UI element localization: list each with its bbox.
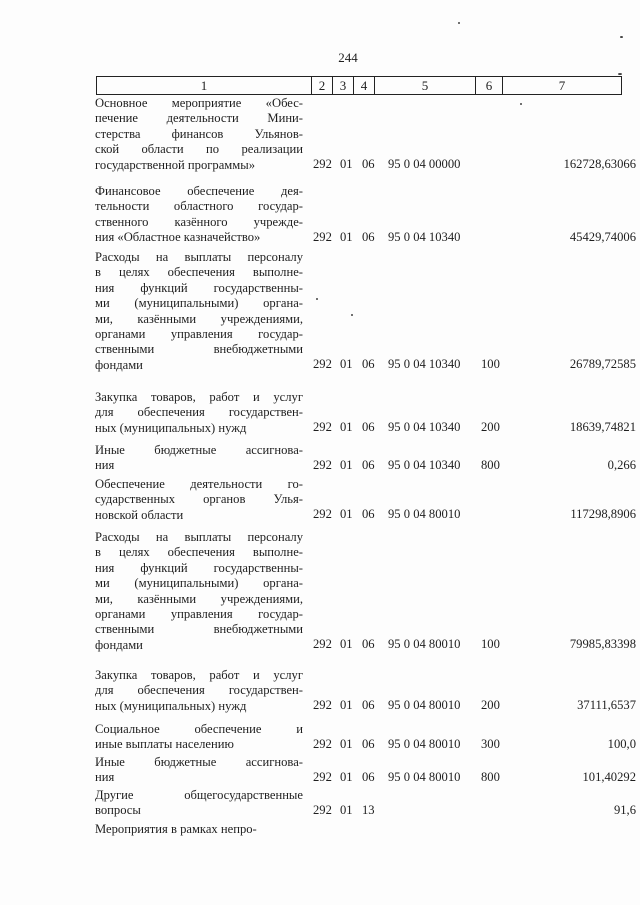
code-target-article: 95 0 04 10340	[388, 229, 461, 244]
description-line: тельности областного государ-	[95, 199, 303, 214]
description-line: сударственных органов Улья-	[95, 492, 303, 507]
description-line: ской области по реализации	[95, 142, 303, 157]
description-line: Иные бюджетные ассигнова-	[95, 443, 303, 457]
description-line: ми (муниципальными) органа-	[95, 296, 303, 311]
code-expense-type: 200	[481, 698, 500, 713]
description-line: Другие общегосударственные	[95, 788, 303, 802]
code-section: 01	[340, 637, 353, 652]
code-section: 01	[340, 357, 353, 372]
scan-speck	[618, 73, 622, 75]
code-target-article: 95 0 04 10340	[388, 420, 461, 435]
code-grbs: 292	[313, 736, 332, 751]
code-expense-type: 200	[481, 420, 500, 435]
code-target-article: 95 0 04 80010	[388, 507, 461, 522]
code-grbs: 292	[313, 802, 332, 817]
row-amount: 162728,63066	[563, 157, 636, 172]
row-description	[95, 822, 303, 837]
row-description	[95, 530, 303, 653]
code-subsection: 06	[362, 229, 375, 244]
row-description	[95, 722, 303, 753]
code-section: 01	[340, 229, 353, 244]
header-col-expense-type: 6	[476, 77, 503, 95]
code-expense-type: 100	[481, 637, 500, 652]
row-description	[95, 443, 303, 474]
scan-speck	[316, 298, 318, 300]
column-header-table	[96, 76, 622, 95]
row-description	[95, 390, 303, 436]
description-line: Основное мероприятие «Обес-	[95, 96, 303, 110]
row-amount: 79985,83398	[569, 637, 636, 652]
description-line: Иные бюджетные ассигнова-	[95, 755, 303, 769]
code-section: 01	[340, 507, 353, 522]
code-subsection: 13	[362, 802, 375, 817]
code-section: 01	[340, 698, 353, 713]
code-subsection: 06	[362, 698, 375, 713]
header-col-subsection: 4	[354, 77, 375, 95]
row-amount: 45429,74006	[569, 229, 636, 244]
description-line: в целях обеспечения выполне-	[95, 265, 303, 280]
description-line: государственной программы»	[95, 157, 255, 172]
code-expense-type: 800	[481, 457, 500, 472]
scan-speck	[520, 103, 522, 105]
description-line: иные выплаты населению	[95, 737, 234, 752]
description-line: вопросы	[95, 803, 141, 818]
header-col-section: 3	[333, 77, 354, 95]
row-description	[95, 250, 303, 373]
description-line: ственными внебюджетными	[95, 342, 303, 357]
code-target-article: 95 0 04 80010	[388, 736, 461, 751]
scan-speck	[458, 22, 460, 24]
header-col-amount: 7	[503, 77, 622, 95]
row-amount: 91,6	[613, 802, 636, 817]
row-description	[95, 96, 303, 173]
description-line: в целях обеспечения выполне-	[95, 545, 303, 560]
description-line: ственными внебюджетными	[95, 622, 303, 637]
code-section: 01	[340, 769, 353, 784]
code-grbs: 292	[313, 637, 332, 652]
scan-speck	[620, 36, 623, 38]
code-expense-type: 800	[481, 769, 500, 784]
code-grbs: 292	[313, 769, 332, 784]
row-description	[95, 477, 303, 523]
code-grbs: 292	[313, 507, 332, 522]
description-line: для обеспечения государствен-	[95, 683, 303, 698]
description-line: Обеспечение деятельности го-	[95, 477, 303, 491]
page-number: 244	[338, 50, 358, 65]
description-line: ственного казённого учрежде-	[95, 214, 303, 229]
row-description	[95, 755, 303, 786]
description-line: Закупка товаров, работ и услуг	[95, 668, 303, 682]
row-amount: 117298,8906	[570, 507, 636, 522]
row-amount: 26789,72585	[569, 357, 636, 372]
row-amount: 0,266	[607, 457, 636, 472]
code-target-article: 95 0 04 80010	[388, 698, 461, 713]
description-line: ния функций государственны-	[95, 560, 303, 575]
description-line: фондами	[95, 637, 143, 652]
description-line: ми (муниципальными) органа-	[95, 576, 303, 591]
description-line: Расходы на выплаты персоналу	[95, 530, 303, 544]
row-description	[95, 788, 303, 819]
description-line: фондами	[95, 357, 143, 372]
code-grbs: 292	[313, 157, 332, 172]
code-grbs: 292	[313, 229, 332, 244]
description-line: ния	[95, 458, 115, 473]
code-expense-type: 100	[481, 357, 500, 372]
row-amount: 18639,74821	[569, 420, 636, 435]
header-col-target-article: 5	[375, 77, 476, 95]
scan-speck	[351, 314, 353, 316]
code-target-article: 95 0 04 10340	[388, 357, 461, 372]
code-section: 01	[340, 802, 353, 817]
code-section: 01	[340, 420, 353, 435]
description-line: Мероприятия в рамках непро-	[95, 822, 257, 836]
description-line: ния «Областное казначейство»	[95, 230, 261, 245]
description-line: ми, казёнными учреждениями,	[95, 591, 303, 606]
description-line: стерства финансов Ульянов-	[95, 126, 303, 141]
row-amount: 37111,6537	[577, 698, 636, 713]
description-line: Закупка товаров, работ и услуг	[95, 390, 303, 404]
description-line: органами управления государ-	[95, 607, 303, 622]
code-target-article: 95 0 04 00000	[388, 157, 461, 172]
description-line: ния функций государственны-	[95, 280, 303, 295]
code-subsection: 06	[362, 507, 375, 522]
header-col-grbs: 2	[312, 77, 333, 95]
code-subsection: 06	[362, 736, 375, 751]
description-line: органами управления государ-	[95, 327, 303, 342]
code-grbs: 292	[313, 698, 332, 713]
row-description	[95, 184, 303, 246]
description-line: ных (муниципальных) нужд	[95, 698, 247, 713]
row-amount: 100,0	[607, 736, 636, 751]
code-section: 01	[340, 157, 353, 172]
code-subsection: 06	[362, 769, 375, 784]
code-subsection: 06	[362, 357, 375, 372]
code-target-article: 95 0 04 80010	[388, 637, 461, 652]
description-line: ния	[95, 770, 115, 785]
row-amount: 101,40292	[582, 769, 636, 784]
description-line: печение деятельности Мини-	[95, 111, 303, 126]
code-target-article: 95 0 04 80010	[388, 769, 461, 784]
description-line: Социальное обеспечение и	[95, 722, 303, 736]
description-line: Финансовое обеспечение дея-	[95, 184, 303, 198]
description-line: ми, казёнными учреждениями,	[95, 311, 303, 326]
code-subsection: 06	[362, 157, 375, 172]
description-line: новской области	[95, 507, 184, 522]
description-line: Расходы на выплаты персоналу	[95, 250, 303, 264]
code-subsection: 06	[362, 637, 375, 652]
code-subsection: 06	[362, 420, 375, 435]
code-expense-type: 300	[481, 736, 500, 751]
header-col-description: 1	[97, 77, 312, 95]
description-line: ных (муниципальных) нужд	[95, 420, 247, 435]
row-description	[95, 668, 303, 714]
code-section: 01	[340, 457, 353, 472]
code-target-article: 95 0 04 10340	[388, 457, 461, 472]
code-section: 01	[340, 736, 353, 751]
description-line: для обеспечения государствен-	[95, 405, 303, 420]
code-grbs: 292	[313, 420, 332, 435]
code-subsection: 06	[362, 457, 375, 472]
code-grbs: 292	[313, 357, 332, 372]
code-grbs: 292	[313, 457, 332, 472]
